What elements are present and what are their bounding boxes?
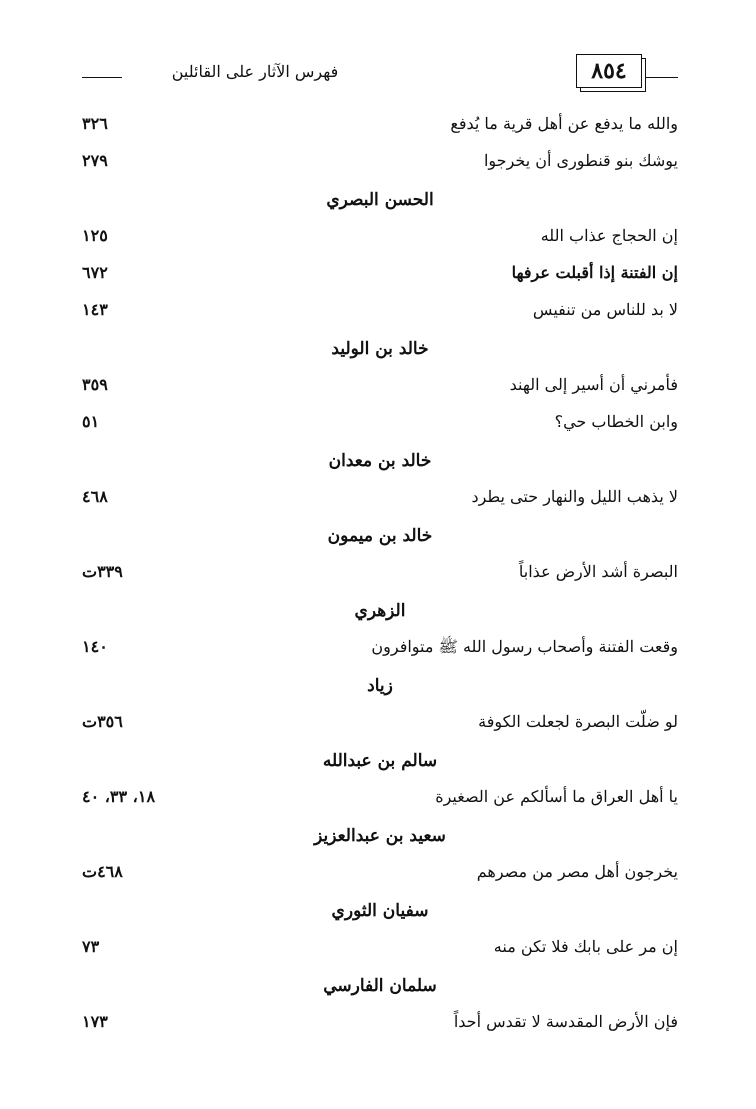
page-reference: ٣٥٩ [82, 375, 108, 394]
index-entry [82, 781, 678, 818]
quote-text: لو ضلّت البصرة لجعلت الكوفة [478, 712, 678, 731]
speaker-heading [82, 593, 678, 631]
index-entry [82, 406, 678, 443]
speaker-heading [82, 331, 678, 369]
index-entry [82, 294, 678, 331]
page-number: ٨٥٤ [576, 54, 642, 88]
page-reference: ٣٥٦ت [82, 712, 123, 731]
quote-text: إن مر على بابك فلا تكن منه [493, 937, 678, 956]
quote-text: وابن الخطاب حي؟ [554, 412, 678, 431]
quote-text: والله ما يدفع عن أهل قرية ما يُدفع [450, 114, 678, 133]
index-entry [82, 631, 678, 668]
index-entry [82, 257, 678, 294]
page-number-box [576, 54, 648, 92]
index-entry [82, 220, 678, 257]
page-reference: ١٤٣ [82, 300, 108, 319]
index-entry [82, 108, 678, 145]
quote-text: البصرة أشد الأرض عذاباً [518, 562, 678, 581]
speaker-name: خالد بن الوليد [331, 339, 429, 359]
index-entry [82, 369, 678, 406]
page-reference: ٣٢٦ [82, 114, 108, 133]
speaker-name: سعيد بن عبدالعزيز [314, 826, 446, 846]
speaker-heading [82, 818, 678, 856]
speaker-heading [82, 182, 678, 220]
index-entry [82, 931, 678, 968]
quote-text: إن الفتنة إذا أقبلت عرفها [511, 263, 678, 282]
quote-text: لا بد للناس من تنفيس [532, 300, 678, 319]
index-entry [82, 556, 678, 593]
page-reference: ٣٣٩ت [82, 562, 123, 581]
index-entry [82, 706, 678, 743]
quote-text: فأمرني أن أسير إلى الهند [509, 375, 678, 394]
page-reference: ٥١ [82, 412, 100, 431]
running-title: فهرس الآثار على القائلين [122, 62, 388, 81]
speaker-name: خالد بن معدان [328, 451, 432, 471]
speaker-name: الحسن البصري [326, 190, 434, 210]
quote-text: فإن الأرض المقدسة لا تقدس أحداً [453, 1012, 678, 1031]
page-reference: ٤٦٨ت [82, 862, 123, 881]
quote-text: يا أهل العراق ما أسألكم عن الصغيرة [435, 787, 678, 806]
speaker-heading [82, 443, 678, 481]
quote-text: يخرجون أهل مصر من مصرهم [476, 862, 678, 881]
speaker-heading [82, 518, 678, 556]
quote-text: يوشك بنو قنطورى أن يخرجوا [483, 151, 678, 170]
page-reference: ١٧٣ [82, 1012, 108, 1031]
page-reference: ١٤٠ [82, 637, 108, 656]
speaker-heading [82, 668, 678, 706]
page-header [82, 52, 678, 100]
quote-text: لا يذهب الليل والنهار حتى يطرد [471, 487, 678, 506]
speaker-name: الزهري [354, 601, 406, 621]
index-entry [82, 145, 678, 182]
speaker-name: زياد [367, 676, 393, 696]
page-reference: ١٨، ٣٣، ٤٠ [82, 787, 156, 806]
page-reference: ١٢٥ [82, 226, 108, 245]
index-entry [82, 856, 678, 893]
index-entry [82, 481, 678, 518]
speaker-name: سالم بن عبدالله [322, 751, 438, 771]
speaker-name: خالد بن ميمون [327, 526, 433, 546]
speaker-name: سفيان الثوري [331, 901, 429, 921]
speaker-name: سلمان الفارسي [323, 976, 437, 996]
speaker-heading [82, 743, 678, 781]
speaker-heading [82, 968, 678, 1006]
speaker-heading [82, 893, 678, 931]
quote-text: إن الحجاج عذاب الله [540, 226, 678, 245]
page-reference: ٤٦٨ [82, 487, 108, 506]
page-reference: ٢٧٩ [82, 151, 108, 170]
quote-text: وقعت الفتنة وأصحاب رسول الله ﷺ متوافرون [371, 637, 678, 656]
index-list [82, 108, 678, 1043]
page-reference: ٧٣ [82, 937, 100, 956]
page-reference: ٦٧٢ [82, 263, 108, 282]
index-entry [82, 1006, 678, 1043]
